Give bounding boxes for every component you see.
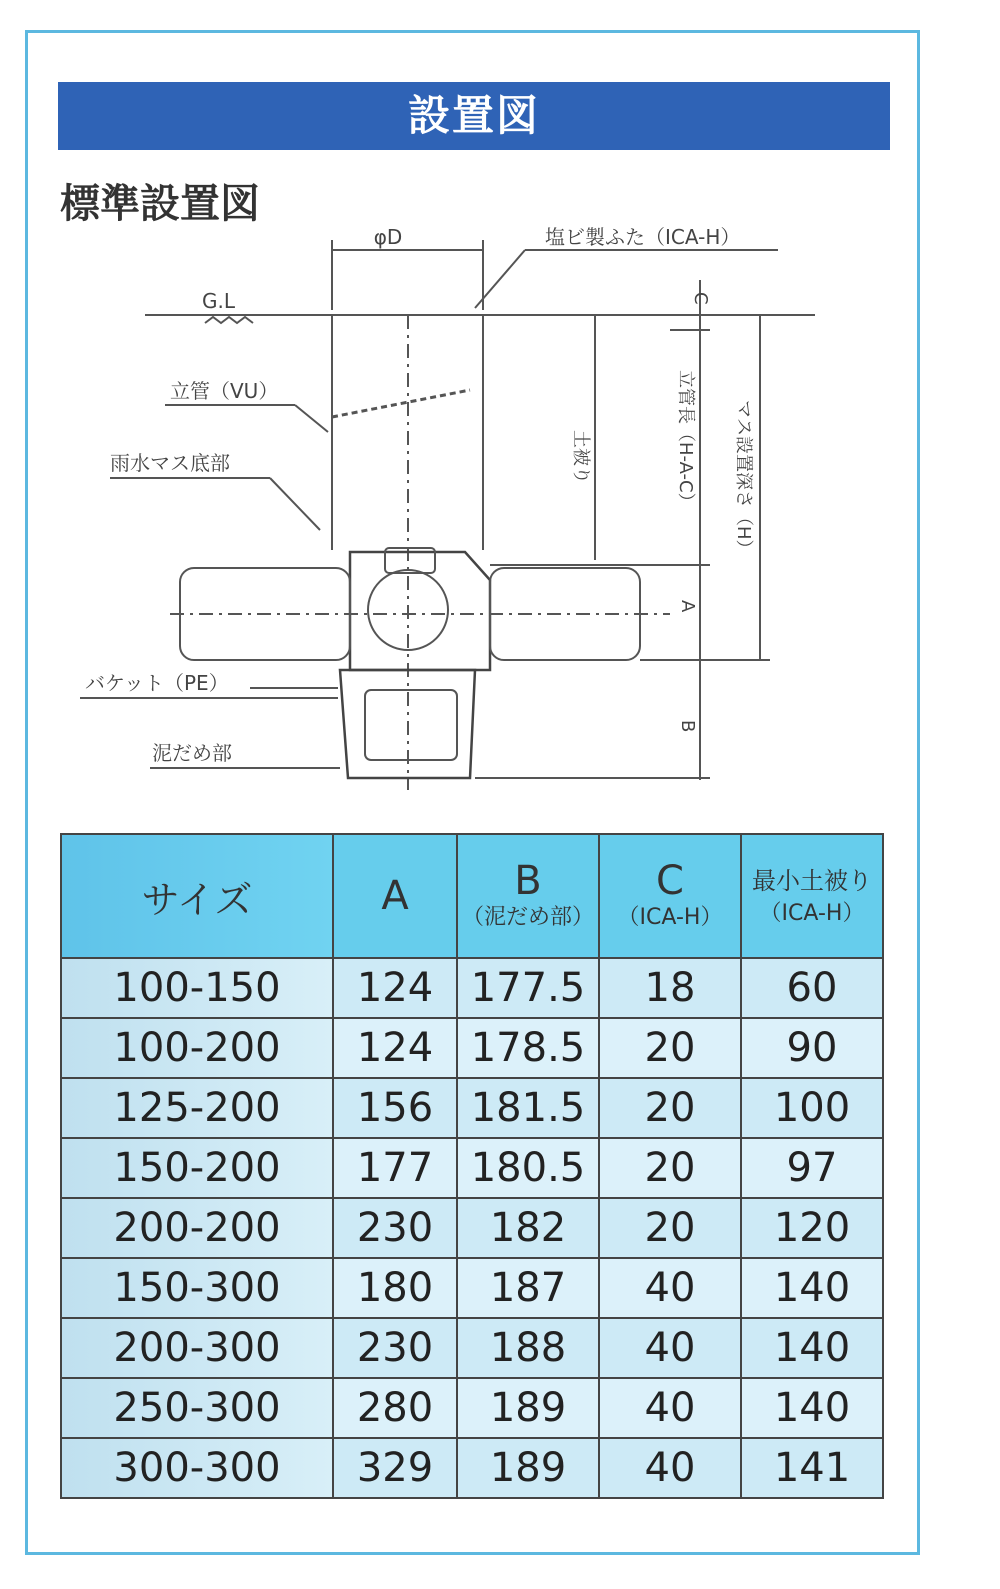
a-cell: 124 (333, 1018, 457, 1078)
label-riser-length: 立管長（H-A-C） (675, 370, 696, 511)
min-cover-cell: 100 (741, 1078, 883, 1138)
size-cell: 100-200 (61, 1018, 333, 1078)
a-cell: 280 (333, 1378, 457, 1438)
min-cover-cell: 140 (741, 1258, 883, 1318)
label-dim-a: A (677, 600, 698, 613)
b-cell: 181.5 (457, 1078, 599, 1138)
a-cell: 124 (333, 958, 457, 1018)
a-cell: 230 (333, 1318, 457, 1378)
table-row (61, 1078, 883, 1138)
size-cell: 300-300 (61, 1438, 333, 1498)
label-mud-trap: 泥だめ部 (152, 741, 232, 765)
header-a: A (333, 834, 457, 958)
table-row (61, 1018, 883, 1078)
table-row (61, 1318, 883, 1378)
a-cell: 230 (333, 1198, 457, 1258)
label-ground-level: G.L (202, 289, 235, 313)
ground-hatch (205, 317, 253, 323)
size-cell: 250-300 (61, 1378, 333, 1438)
label-earth-cover: 土被り (570, 430, 591, 484)
table-header-row (61, 834, 883, 958)
header-c: C （ICA-H） (599, 834, 741, 958)
table-row (61, 1438, 883, 1498)
table-row (61, 958, 883, 1018)
label-dim-b: B (677, 720, 698, 733)
size-cell: 100-150 (61, 958, 333, 1018)
c-cell: 20 (599, 1198, 741, 1258)
label-basin-bottom: 雨水マス底部 (110, 451, 230, 475)
label-dim-c: C (690, 292, 711, 305)
a-cell: 156 (333, 1078, 457, 1138)
b-cell: 187 (457, 1258, 599, 1318)
label-riser: 立管（VU） (170, 379, 279, 403)
size-cell: 125-200 (61, 1078, 333, 1138)
table-row (61, 1378, 883, 1438)
size-cell: 200-200 (61, 1198, 333, 1258)
min-cover-cell: 140 (741, 1378, 883, 1438)
c-cell: 40 (599, 1438, 741, 1498)
size-cell: 150-200 (61, 1138, 333, 1198)
installation-diagram (70, 220, 830, 800)
header-b: B （泥だめ部） (457, 834, 599, 958)
label-bucket: バケット（PE） (85, 671, 229, 695)
b-cell: 180.5 (457, 1138, 599, 1198)
a-cell: 180 (333, 1258, 457, 1318)
min-cover-cell: 60 (741, 958, 883, 1018)
header-min-cover: 最小土被り （ICA-H） (741, 834, 883, 958)
b-cell: 178.5 (457, 1018, 599, 1078)
c-cell: 40 (599, 1378, 741, 1438)
c-cell: 40 (599, 1258, 741, 1318)
size-cell: 200-300 (61, 1318, 333, 1378)
b-cell: 177.5 (457, 958, 599, 1018)
c-cell: 20 (599, 1018, 741, 1078)
a-cell: 329 (333, 1438, 457, 1498)
min-cover-cell: 97 (741, 1138, 883, 1198)
min-cover-cell: 141 (741, 1438, 883, 1498)
spec-table (60, 833, 884, 1499)
section-title: 標準設置図 (60, 181, 260, 227)
label-install-depth: マス設置深さ（H） (733, 400, 754, 558)
table-row (61, 1138, 883, 1198)
b-cell: 182 (457, 1198, 599, 1258)
min-cover-cell: 140 (741, 1318, 883, 1378)
b-cell: 189 (457, 1438, 599, 1498)
min-cover-cell: 120 (741, 1198, 883, 1258)
table-row (61, 1198, 883, 1258)
c-cell: 40 (599, 1318, 741, 1378)
c-cell: 20 (599, 1138, 741, 1198)
label-diameter: φD (373, 225, 403, 249)
bucket (365, 690, 457, 760)
basin-body (350, 552, 490, 670)
b-cell: 189 (457, 1378, 599, 1438)
size-cell: 150-300 (61, 1258, 333, 1318)
table-row (61, 1258, 883, 1318)
label-cover: 塩ビ製ふた（ICA-H） (545, 225, 741, 249)
banner-title: 設置図 (58, 82, 890, 150)
a-cell: 177 (333, 1138, 457, 1198)
min-cover-cell: 90 (741, 1018, 883, 1078)
c-cell: 20 (599, 1078, 741, 1138)
b-cell: 188 (457, 1318, 599, 1378)
header-size: サイズ (61, 834, 333, 958)
c-cell: 18 (599, 958, 741, 1018)
